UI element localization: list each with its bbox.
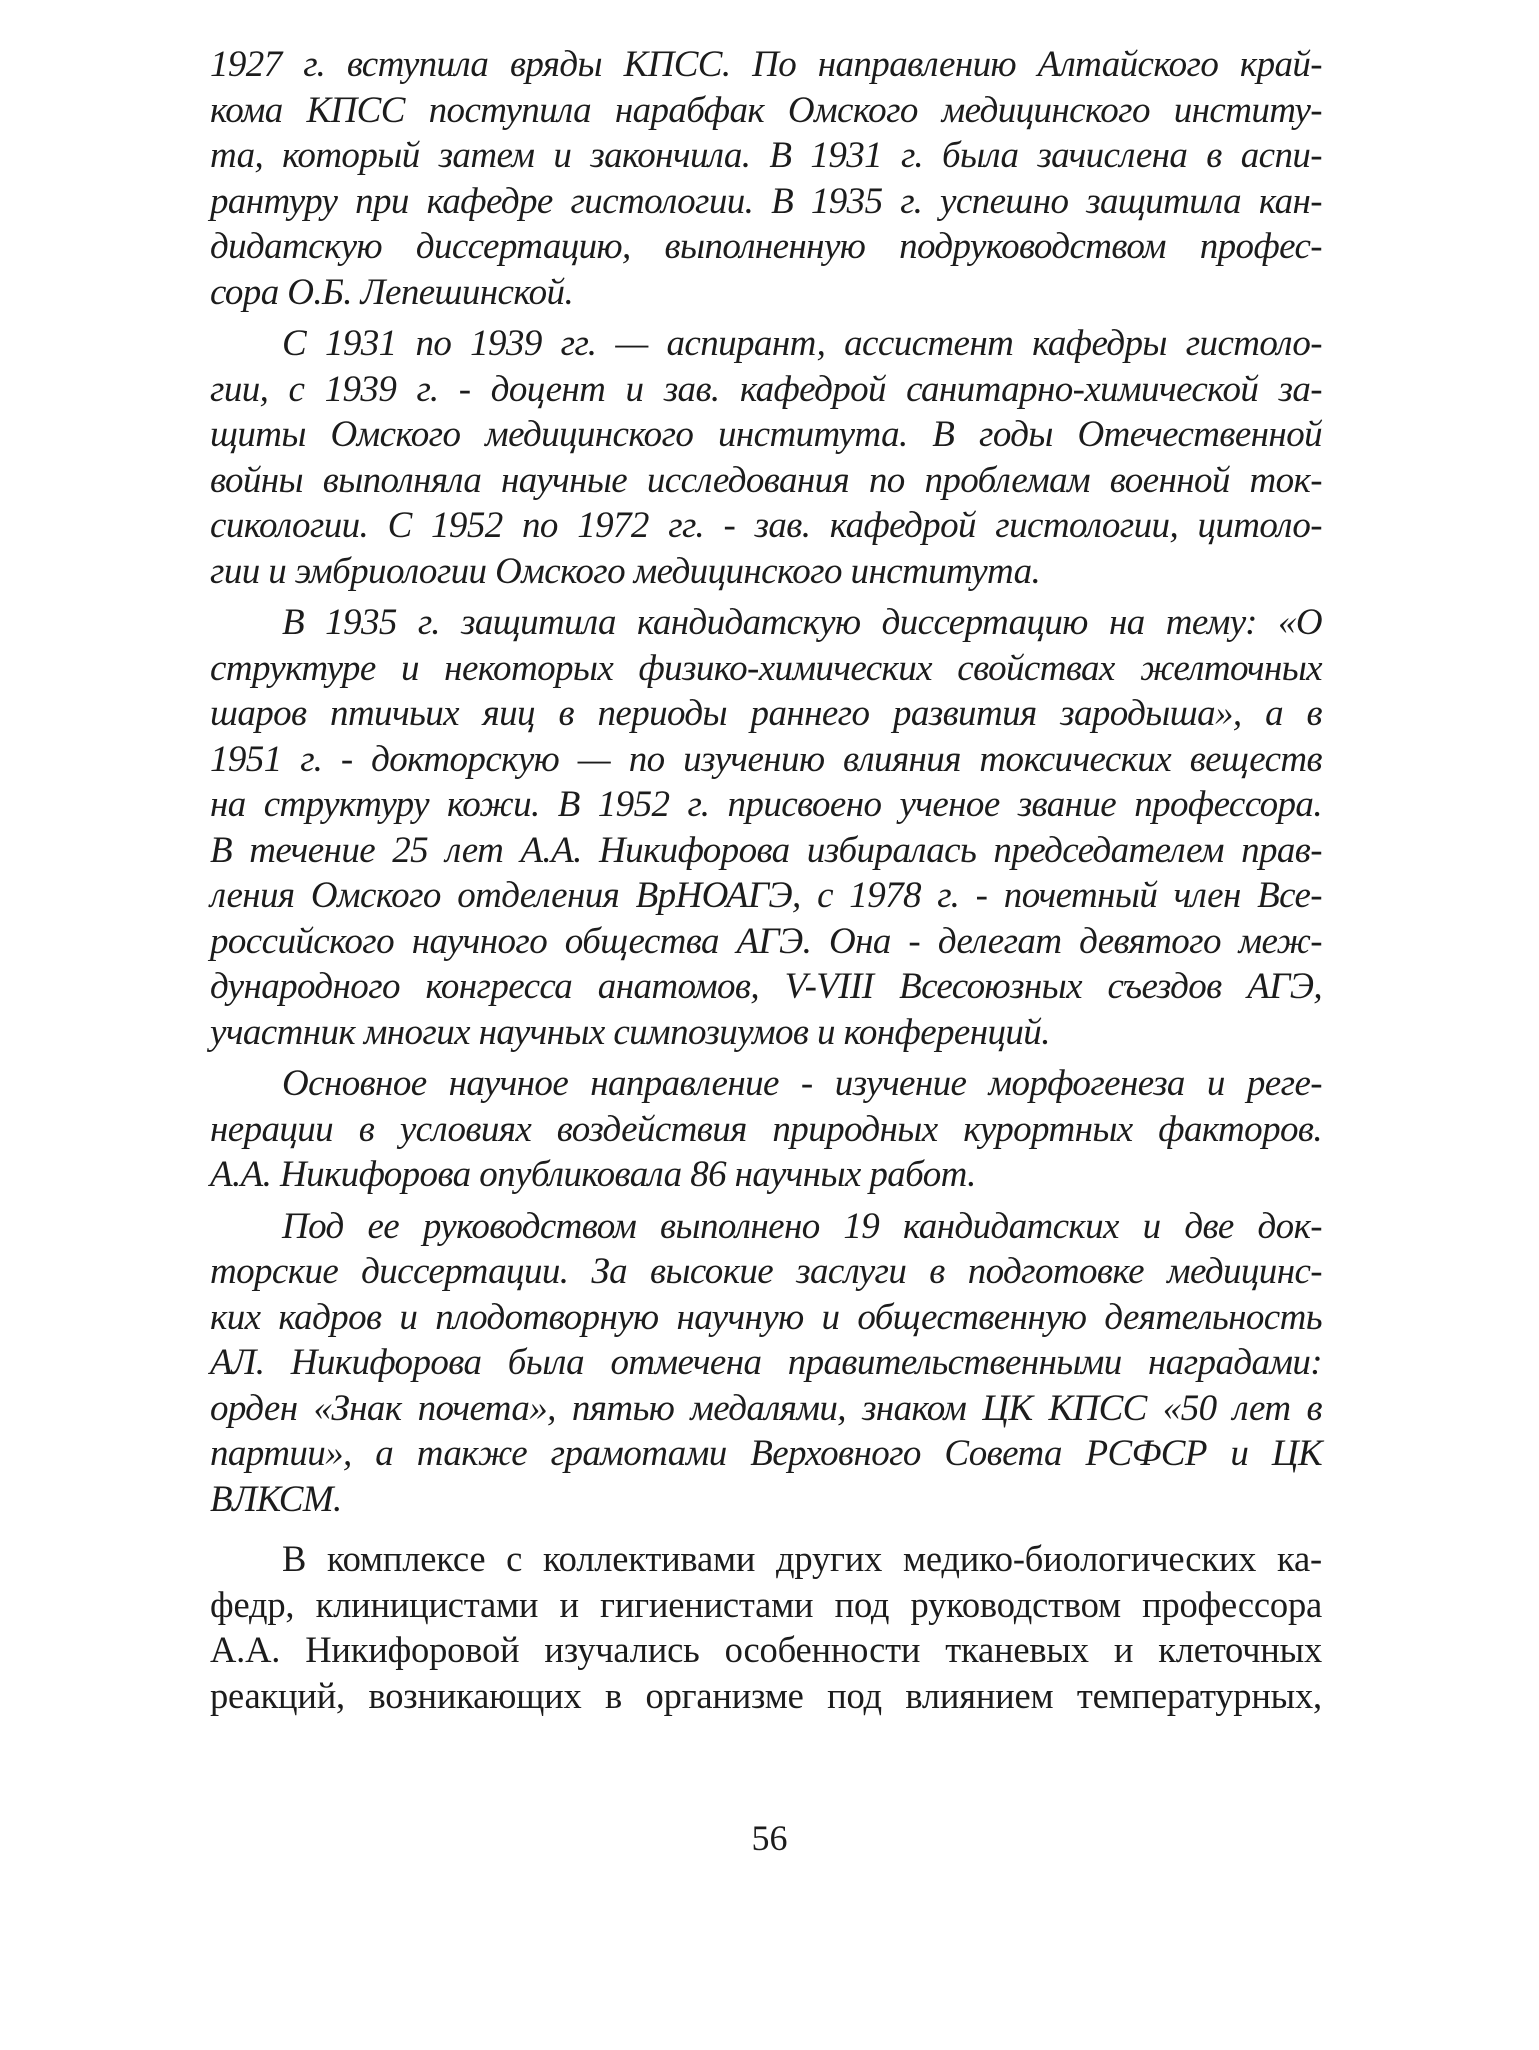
text-line: АЛ. Никифорова была отмечена правительственными наградами:: [210, 1342, 1322, 1383]
text-line: на структуру кожи. В 1952 г. присвоено ученое звание профессора.: [210, 784, 1322, 825]
text-line: дународного конгресса анатомов, V-VIII Всесоюзных съездов АГЭ,: [210, 966, 1322, 1007]
paragraph-6: [210, 1536, 1322, 1718]
text-line: сора О.Б. Лепешинской.: [210, 271, 574, 313]
text-line: ких кадров и плодотворную научную и общественную деятельность: [210, 1296, 1322, 1338]
text-line: В течение 25 лет А.А. Никифорова избиралась председателем прав-: [210, 829, 1322, 871]
text-line: партии», а также грамотами Верховного Совета РСФСР и ЦК: [210, 1433, 1322, 1474]
text-line: дидатскую диссертацию, выполненную подруководством профес-: [210, 226, 1322, 267]
text-line: Под ее руководством выполнено 19 кандидатских и две док-: [282, 1205, 1322, 1247]
text-line: гии, с 1939 г. - доцент и зав. кафедрой санитарно-химической за-: [210, 368, 1322, 410]
text-line: щиты Омского медицинского института. В годы Отечественной: [210, 414, 1322, 455]
paragraph-2: [210, 321, 1322, 594]
text-line: шаров птичьих яиц в периоды раннего развития зародыша», а в: [210, 693, 1322, 734]
text-line: участник многих научных симпозиумов и конференций.: [210, 1011, 1050, 1053]
paragraph-3: [210, 600, 1322, 1055]
text-line: 1927 г. вступила вряды КПСС. По направлению Алтайского край-: [210, 44, 1322, 85]
text-line: В 1935 г. защитила кандидатскую диссертацию на тему: «О: [282, 602, 1322, 643]
body-text: [210, 42, 1322, 1718]
paragraph-1: [210, 42, 1322, 315]
text-line: В комплексе с коллективами других медико-биологических ка-: [282, 1538, 1322, 1579]
paragraph-4: [210, 1061, 1322, 1198]
text-line: нерации в условиях воздействия природных курортных факторов.: [210, 1108, 1322, 1150]
text-line: А.А. Никифоровой изучались особенности тканевых и клеточных: [210, 1629, 1322, 1670]
text-line: А.А. Никифорова опубликовала 86 научных работ.: [210, 1154, 976, 1195]
page-number: 56: [751, 1818, 788, 1858]
text-line: Основное научное направление - изучение морфогенеза и реге-: [282, 1063, 1322, 1104]
text-line: торские диссертации. За высокие заслуги в подготовке медицинс-: [210, 1251, 1322, 1292]
text-line: российского научного общества АГЭ. Она - делегат девятого меж-: [210, 920, 1322, 962]
text-line: кома КПСС поступила нарабфак Омского медицинского институ-: [210, 89, 1322, 131]
text-line: сикологии. С 1952 по 1972 гг. - зав. кафедрой гистологии, цитоло-: [210, 505, 1322, 546]
text-line: федр, клиницистами и гигиенистами под руководством профессора: [210, 1583, 1322, 1625]
text-line: 1951 г. - докторскую — по изучению влияния токсических веществ: [210, 738, 1322, 780]
text-line: войны выполняла научные исследования по проблемам военной ток-: [210, 459, 1322, 501]
text-line: ВЛКСМ.: [210, 1478, 342, 1520]
text-line: С 1931 по 1939 гг. — аспирант, ассистент кафедры гистоло-: [282, 323, 1322, 364]
text-line: ления Омского отделения ВрНОАГЭ, с 1978 г. - почетный член Все-: [210, 875, 1322, 916]
text-line: гии и эмбриологии Омского медицинского института.: [210, 550, 1041, 592]
text-line: рантуру при кафедре гистологии. В 1935 г. успешно защитила кан-: [210, 180, 1322, 222]
text-line: реакций, возникающих в организме под влиянием температурных,: [210, 1674, 1322, 1716]
paragraph-5: [210, 1204, 1322, 1523]
text-line: структуре и некоторых физико-химических свойствах желточных: [210, 647, 1322, 689]
text-line: орден «Знак почета», пятью медалями, знаком ЦК КПСС «50 лет в: [210, 1387, 1322, 1429]
text-line: та, который затем и закончила. В 1931 г. была зачислена в аспи-: [210, 135, 1322, 176]
